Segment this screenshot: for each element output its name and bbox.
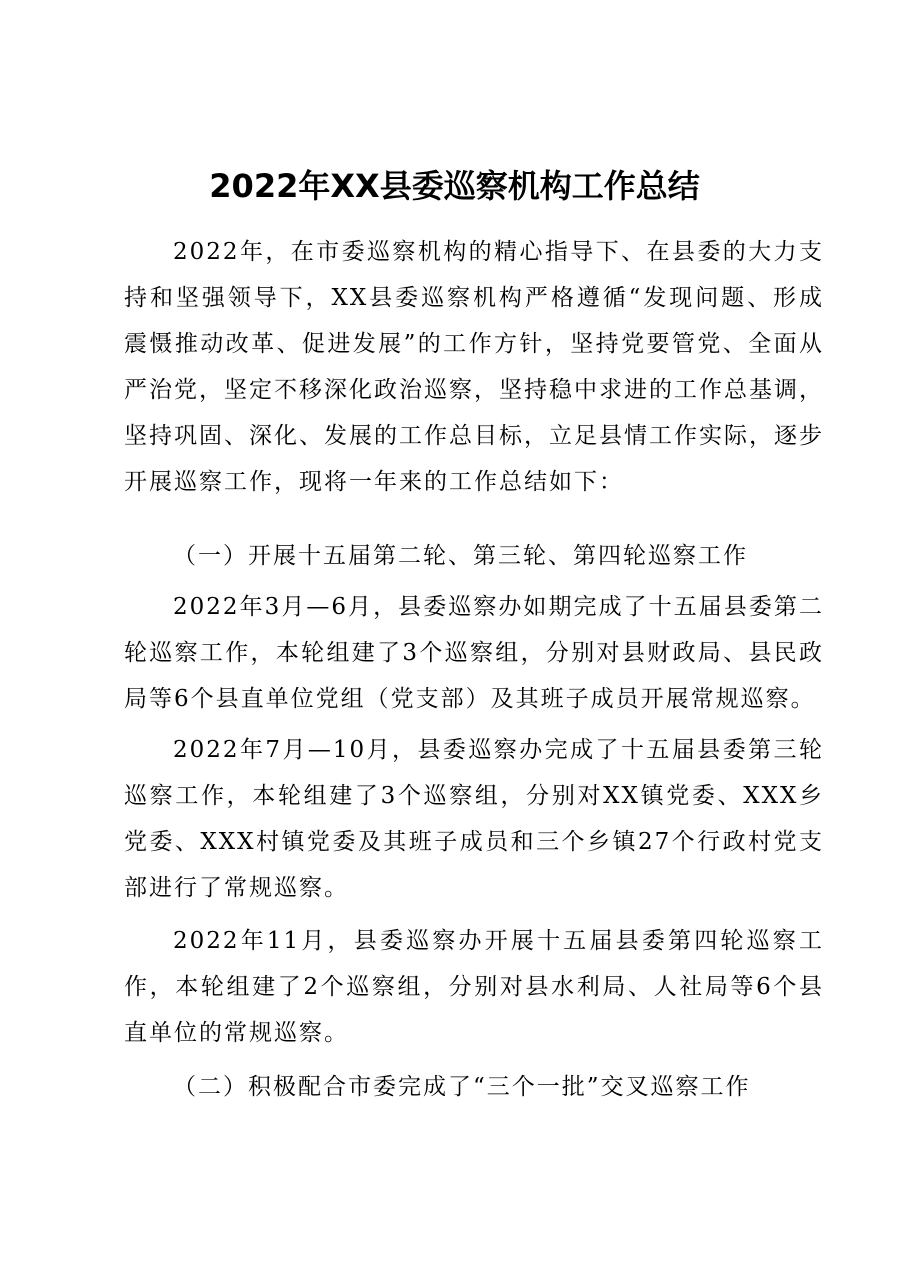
round-4-paragraph: 2022年11月，县委巡察办开展十五届县委第四轮巡察工作，本轮组建了2个巡察组，分别对县水利局、人社局等6个县直单位的常规巡察。 xyxy=(124,928,824,1046)
document-body-round-4 xyxy=(124,918,824,1056)
section-heading-2: （二）积极配合市委完成了“三个一批”交叉巡察工作 xyxy=(173,1074,751,1100)
document-body-round-2 xyxy=(124,584,824,722)
document-body-section-2 xyxy=(124,1064,824,1110)
document-body-round-3 xyxy=(124,727,824,911)
document-title: 2022年XX县委巡察机构工作总结 xyxy=(209,167,700,205)
intro-paragraph: 2022年，在市委巡察机构的精心指导下、在县委的大力支持和坚强领导下，XX县委巡察机构严格遵循“发现问题、形成震慑推动改革、促进发展”的工作方针，坚持党要管党、全面从严治党，坚定不移深化政治巡察，坚持稳中求进的工作总基调，坚持巩固、深化、发展的工作总目标，立足县情工作实际，逐步开展巡察工作，现将一年来的工作总结如下： xyxy=(124,239,824,495)
round-3-paragraph: 2022年7月—10月，县委巡察办完成了十五届县委第三轮巡察工作，本轮组建了3个巡察组，分别对XX镇党委、XXX乡党委、XXX村镇党委及其班子成员和三个乡镇27个行政村党支部进行了常规巡察。 xyxy=(124,737,824,901)
document-body xyxy=(124,229,824,505)
document-body-section-1 xyxy=(124,533,824,579)
section-heading-1: （一）开展十五届第二轮、第三轮、第四轮巡察工作 xyxy=(173,543,748,569)
round-2-paragraph: 2022年3月—6月，县委巡察办如期完成了十五届县委第二轮巡察工作，本轮组建了3个巡察组，分别对县财政局、县民政局等6个县直单位党组（党支部）及其班子成员开展常规巡察。 xyxy=(124,594,824,712)
